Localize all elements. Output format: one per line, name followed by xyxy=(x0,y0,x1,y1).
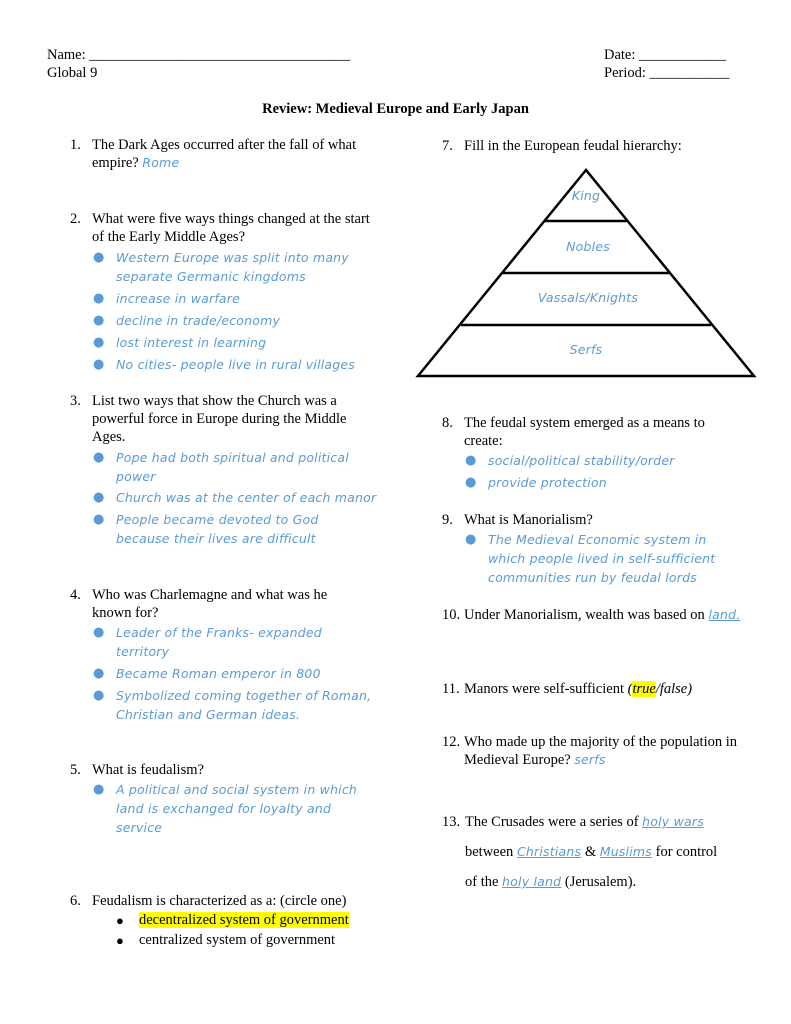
question-text: List two ways that show the Church was a powerful force in Europe during the Middle Ages. xyxy=(92,393,347,445)
question-text: Fill in the European feudal hierarchy: xyxy=(464,138,682,154)
answer-text: serfs xyxy=(574,752,606,767)
question-number: 8. xyxy=(442,415,453,431)
question-text: What is Manorialism? xyxy=(464,512,593,528)
answer-item: ● lost interest in learning xyxy=(93,335,267,350)
course-label: Global 9 xyxy=(47,65,98,81)
date-field: Date: ____________ xyxy=(604,47,727,63)
answer-text: Rome xyxy=(142,155,180,170)
name-field: Name: ____________________________________ xyxy=(47,47,351,63)
answer-item: ● The Medieval Economic system in which people lived in self-sufficient communities run by feudal lords xyxy=(465,532,716,585)
answer-text: land. xyxy=(708,607,741,622)
answer-item: ● No cities- people live in rural villages xyxy=(93,357,356,372)
answer-text: holy land xyxy=(502,874,562,889)
question-text: The Dark Ages occurred after the fall of what empire? Rome xyxy=(92,137,357,171)
pyramid-label-serfs: Serfs xyxy=(569,342,603,357)
question-number: 6. xyxy=(70,893,81,909)
answer-item: ● Western Europe was split into many separate Germanic kingdoms xyxy=(93,250,349,284)
answer-true-highlight: true xyxy=(632,681,656,697)
option-centralized: ● centralized system of government xyxy=(116,932,336,948)
question-text: Feudalism is characterized as a: (circle one) xyxy=(92,893,347,909)
answer-text: Muslims xyxy=(599,844,652,859)
pyramid-label-vassals: Vassals/Knights xyxy=(537,290,639,305)
question-number: 4. xyxy=(70,587,81,603)
question-number: 10. xyxy=(442,607,461,623)
question-number: 2. xyxy=(70,211,81,227)
answer-item: ● People became devoted to God because their lives are difficult xyxy=(93,512,319,546)
answer-item: ● increase in warfare xyxy=(93,291,241,306)
period-field: Period: ___________ xyxy=(604,65,730,81)
question-number: 13. xyxy=(442,814,461,830)
option-decentralized: ● decentralized system of government xyxy=(116,912,349,928)
question-text: What were five ways things changed at the start of the Early Middle Ages? xyxy=(92,211,370,245)
question-number: 7. xyxy=(442,138,453,154)
question-number: 5. xyxy=(70,762,81,778)
answer-item: ● Leader of the Franks- expanded territory xyxy=(93,625,322,659)
question-number: 3. xyxy=(70,393,81,409)
question-number: 12. xyxy=(442,734,461,750)
answer-item: ● social/political stability/order xyxy=(465,453,675,468)
question-text: Under Manorialism, wealth was based on land. xyxy=(464,607,741,623)
question-number: 11. xyxy=(442,681,460,697)
question-text: Who made up the majority of the population in Medieval Europe? serfs xyxy=(464,734,738,768)
answer-item: ● Became Roman emperor in 800 xyxy=(93,666,321,681)
answer-item: ● Symbolized coming together of Roman, Christian and German ideas. xyxy=(93,688,372,722)
question-13 xyxy=(442,807,772,897)
question-text: The feudal system emerged as a means to create: xyxy=(464,415,705,449)
answer-item: ● provide protection xyxy=(465,475,607,490)
question-number: 1. xyxy=(70,137,81,153)
answer-item: ● Pope had both spiritual and political power xyxy=(93,450,349,484)
question-text: The Crusades were a series of holy wars between Christians & Muslims for control of the holy land (Jerusalem). xyxy=(465,814,718,890)
answer-item: ● decline in trade/economy xyxy=(93,313,281,328)
pyramid-label-king: King xyxy=(571,188,601,203)
answer-text: Christians xyxy=(516,844,582,859)
question-text: What is feudalism? xyxy=(92,762,204,778)
question-text: Manors were self-sufficient (true/false) xyxy=(464,681,693,697)
pyramid-label-nobles: Nobles xyxy=(566,239,610,254)
question-number: 9. xyxy=(442,512,453,528)
question-text: Who was Charlemagne and what was he known for? xyxy=(92,587,328,621)
answer-text: holy wars xyxy=(642,814,704,829)
page-title: Review: Medieval Europe and Early Japan xyxy=(262,101,529,117)
answer-item: ● A political and social system in which land is exchanged for loyalty and service xyxy=(93,782,358,835)
answer-item: ● Church was at the center of each manor xyxy=(93,490,377,505)
